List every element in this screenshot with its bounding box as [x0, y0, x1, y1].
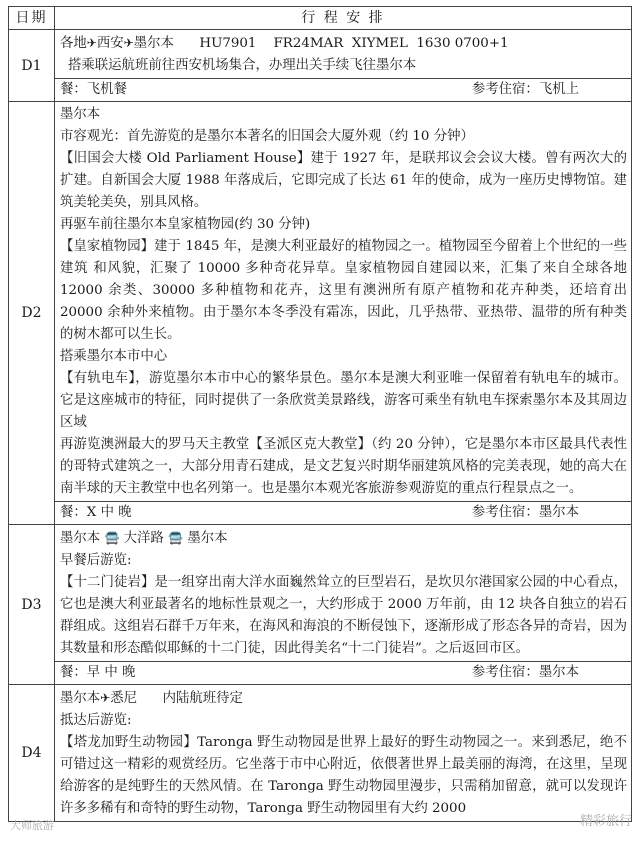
meal-info-d1: [55, 79, 632, 102]
route-line: 墨尔本 🚍 大洋路 🚍 墨尔本: [60, 531, 228, 546]
paragraph: 抵达后游览:: [60, 713, 132, 728]
paragraph: 市容观光：首先游览的是墨尔本著名的旧国会大厦外观（约 10 分钟）: [60, 129, 474, 144]
lodging: 参考住宿：墨尔本: [471, 665, 579, 680]
day-row-d2: [9, 102, 632, 502]
meals: 餐：飞机餐: [60, 82, 127, 97]
day-content-d2: [55, 102, 632, 502]
route-line: 墨尔本✈悉尼 内陆航班待定: [60, 691, 243, 706]
day-content-d4: [55, 685, 632, 822]
itinerary-table: [8, 6, 632, 822]
day-content-d1: [55, 30, 632, 79]
meal-row-d1: [9, 79, 632, 102]
watermark-right: 精彩旅行: [579, 814, 632, 829]
plane-icon: ✈: [100, 691, 111, 705]
day-column-header: 日期: [9, 7, 55, 30]
paragraph: 【皇家植物园】建于 1845 年，是澳大利亚最好的植物园之一。植物园至今留着上个世纪的一些建筑 和风貌，汇聚了 10000 多种奇花异草。皇家植物园自建园以来，汇集了来自全球各地 12000 余类、30000 多种植物和花卉，这里有澳洲所有原产植物和花卉种类，还培育出 20000 余种外来植物。由于墨尔本冬季没有霜冻，因此，几乎热带、亚热带、温带的所有种类的树木都可以生长。: [60, 239, 627, 342]
day-content-d3: [55, 525, 632, 662]
paragraph: 搭乘墨尔本市中心: [60, 349, 168, 364]
paragraph: 再游览澳洲最大的罗马天主教堂【圣派区克大教堂】（约 20 分钟），它是墨尔本市区最具代表性的哥特式建筑之一，大部分用青石建成，是文艺复兴时期华丽建筑风格的完美表现，她的高大在南半球的天主教堂中也名列第一。也是墨尔本观光客旅游参观游览的重点行程景点之一。: [60, 437, 627, 496]
meal-info-d3: [55, 662, 632, 685]
watermark-left: 大师旅游: [10, 819, 54, 832]
meals: 餐：X 中 晚: [60, 505, 132, 520]
day-label-d2: D2: [9, 102, 55, 525]
lodging: 参考住宿：墨尔本: [471, 505, 579, 520]
bus-icon: 🚍: [104, 531, 120, 545]
plane-icon: ✈: [86, 36, 97, 50]
day-row-d1: [9, 30, 632, 79]
paragraph: 【十二门徒岩】是一组穿出南大洋水面巍然耸立的巨型岩石，是坎贝尔港国家公园的中心看点，它也是澳大利亚最著名的地标性景观之一，大约形成于 2000 万年前，由 12 块各自独立的岩石群组成。这组岩石群千万年来，在海风和海浪的不断侵蚀下，逐渐形成了形态各异的奇岩，因为其数量和形态酷似耶稣的十二门徒，因此得美名“十二门徒岩”。之后返回市区。: [60, 575, 627, 656]
lodging: 参考住宿：飞机上: [471, 82, 579, 97]
day-row-d3: [9, 525, 632, 662]
day-label-d1: D1: [9, 30, 55, 102]
day-label-d4: D4: [9, 685, 55, 822]
plan-column-header: 行 程 安 排: [55, 7, 632, 30]
day-note: 搭乘联运航班前往西安机场集合，办理出关手续飞往墨尔本: [68, 58, 417, 73]
meal-info-d2: [55, 502, 632, 525]
meal-row-d3: [9, 662, 632, 685]
day-row-d4: [9, 685, 632, 822]
meals: 餐：早 中 晚: [60, 665, 136, 680]
paragraph: 【有轨电车】，游览墨尔本市中心的繁华景色。墨尔本是澳大利亚唯一保留着有轨电车的城市。它是这座城市的特征，同时提供了一条欣赏美景路线，游客可乘坐有轨电车探索墨尔本及其周边区域: [60, 371, 627, 430]
flight-info: HU7901 FR24MAR XIYMEL 1630 0700+1: [199, 36, 509, 51]
paragraph: 【旧国会大楼 Old Parliament House】建于 1927 年，是联邦议会会议大楼。曾有两次大的扩建。自新国会大厦 1988 年落成后，它即完成了长达 61 年的使命，成为一座历史博物馆。建筑美轮美奂，别具风格。: [60, 151, 627, 210]
route-line: 各地✈西安✈墨尔本 HU7901 FR24MAR XIYMEL 1630 0700+1: [60, 36, 509, 51]
paragraph: 再驱车前往墨尔本皇家植物园(约 30 分钟): [60, 217, 311, 232]
meal-row-d2: [9, 502, 632, 525]
plane-icon: ✈: [123, 36, 134, 50]
day-label-d3: D3: [9, 525, 55, 685]
header-row: [9, 7, 632, 30]
bus-icon: 🚍: [168, 531, 184, 545]
paragraph: 墨尔本: [60, 107, 101, 122]
paragraph: 早餐后游览:: [60, 553, 132, 568]
paragraph: 【塔龙加野生动物园】Taronga 野生动物园是世界上最好的野生动物园之一。来到悉尼，绝不可错过这一精彩的观赏经历。它坐落于市中心附近，依偎著世界上最美丽的海湾，在这里，呈现给游客的是纯野生的天然风情。在 Taronga 野生动物园里漫步，只需稍加留意，就可以发现许许多多稀有和奇特的野生动物，Taronga 野生动物园里有大约 2000: [60, 735, 627, 816]
route-note: 内陆航班待定: [162, 691, 243, 706]
